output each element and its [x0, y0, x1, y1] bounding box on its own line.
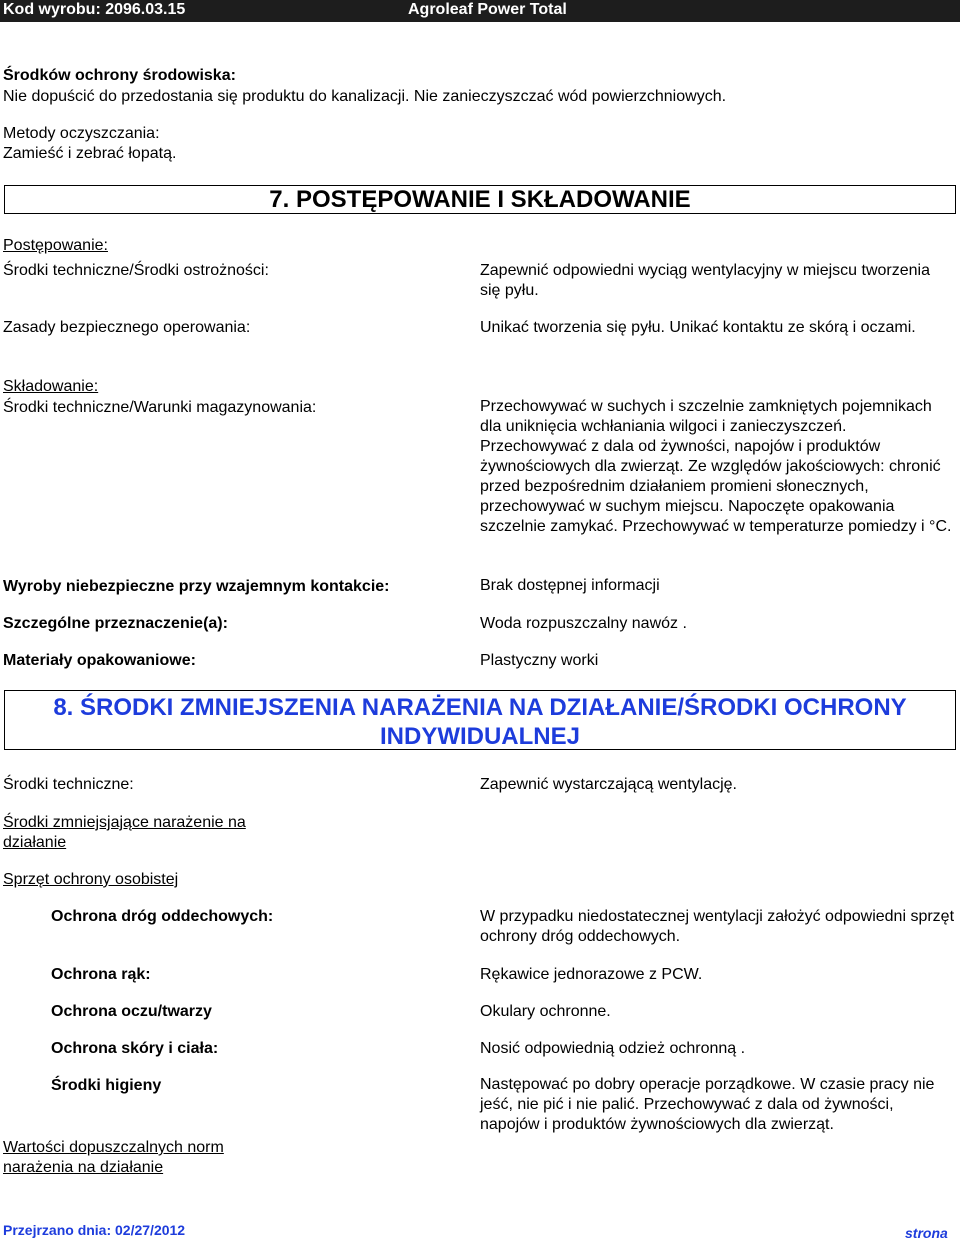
engineering-label: Środki techniczne:	[3, 776, 134, 793]
product-code: Kod wyrobu: 2096.03.15	[3, 1, 186, 18]
storage-heading: Składowanie:	[3, 378, 99, 395]
incompatible-value: Brak dostępnej informacji	[480, 577, 660, 594]
safe-handling-value: Unikać tworzenia się pyłu. Unikać kontaktu ze skórą i oczami.	[480, 319, 916, 336]
respiratory-label: Ochrona dróg oddechowych:	[51, 908, 274, 925]
product-name: Agroleaf Power Total	[408, 1, 567, 18]
page-label: strona	[905, 1225, 948, 1241]
methods-text: Zamieść i zebrać łopatą.	[3, 145, 177, 162]
section-8-title	[4, 690, 956, 750]
section-7-title: 7. POSTĘPOWANIE I SKŁADOWANIE	[4, 185, 956, 214]
handling-heading: Postępowanie:	[3, 237, 108, 254]
section-8-title-line1: 8. ŚRODKI ZMNIEJSZENIA NARAŻENIA NA DZIAŁANIE/ŚRODKI OCHRONY	[53, 694, 907, 721]
specific-use-value: Woda rozpuszczalny nawóz .	[480, 615, 687, 632]
tech-value: Zapewnić odpowiedni wyciąg wentylacyjny w miejscu tworzenia się pyłu.	[480, 262, 930, 299]
hand-value: Rękawice jednorazowe z PCW.	[480, 966, 703, 983]
tech-label: Środki techniczne/Środki ostrożności:	[3, 262, 269, 279]
specific-use-label: Szczególne przeznaczenie(a):	[3, 615, 228, 632]
exposure-controls-heading: Środki zmniejsjające narażenie na działanie	[3, 814, 246, 851]
hygiene-label: Środki higieny	[51, 1077, 162, 1094]
exposure-limits-heading: Wartości dopuszczalnych norm narażenia na działanie	[3, 1139, 224, 1176]
revision-date: Przejrzano dnia: 02/27/2012	[3, 1222, 186, 1238]
storage-label: Środki techniczne/Warunki magazynowania:	[3, 399, 317, 416]
storage-value: Przechowywać w suchych i szczelnie zamkniętych pojemnikach dla uniknięcia wchłaniania wilgoci i zanieczyszczeń. Przechowywać z dala od żywności, napojów i produktów żywnościowych dla zwierząt. Ze względów jakościowych: chronić przed bezpośrednim działaniem promieni słonecznych, przechowywać w suchym miejscu. Napoczęte opakowania szczelnie zamykać. Przechowywać w temperaturze pomiedzy i °C.	[480, 398, 952, 535]
skin-value: Nosić odpowiednią odzież ochronną .	[480, 1040, 746, 1057]
env-text: Nie dopuścić do przedostania się produktu do kanalizacji. Nie zanieczyszczać wód powierzchniowych.	[3, 88, 727, 105]
methods-heading: Metody oczyszczania:	[3, 125, 160, 142]
safe-handling-label: Zasady bezpiecznego operowania:	[3, 319, 251, 336]
eye-label: Ochrona oczu/twarzy	[51, 1003, 212, 1020]
packaging-value: Plastyczny worki	[480, 652, 599, 669]
respiratory-value: W przypadku niedostatecznej wentylacji założyć odpowiedni sprzęt ochrony dróg oddechowych.	[480, 908, 955, 945]
engineering-value: Zapewnić wystarczającą wentylację.	[480, 776, 737, 793]
hygiene-value: Następować po dobry operacje porządkowe. W czasie pracy nie jeść, nie pić i nie palić. Przechowywać z dala od żywności, napojów i produktów żywnościowych dla zwierząt.	[480, 1076, 935, 1133]
env-heading: Środków ochrony środowiska:	[3, 67, 236, 84]
ppe-heading: Sprzęt ochrony osobistej	[3, 871, 179, 888]
eye-value: Okulary ochronne.	[480, 1003, 611, 1020]
incompatible-label: Wyroby niebezpieczne przy wzajemnym kontakcie:	[3, 578, 390, 595]
packaging-label: Materiały opakowaniowe:	[3, 652, 196, 669]
hand-label: Ochrona rąk:	[51, 966, 151, 983]
section-8-title-line2: INDYWIDUALNEJ	[379, 723, 580, 750]
skin-label: Ochrona skóry i ciała:	[51, 1040, 219, 1057]
